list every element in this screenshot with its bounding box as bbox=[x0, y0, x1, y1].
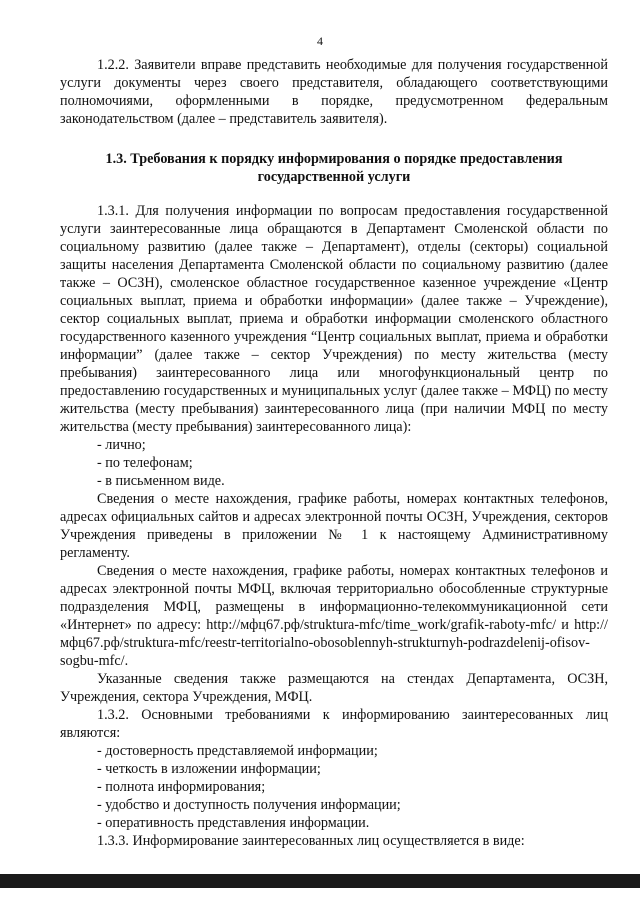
paragraph-1-3-3: 1.3.3. Информирование заинтересованных лиц осуществляется в виде: bbox=[97, 833, 525, 849]
paragraph-offices-info: Сведения о месте нахождения, графике работы, номерах контактных телефонов, адресах официальных сайтов и адресах электронной почты ОСЗН, Учреждения, секторов Учреждения приведены в приложении № 1 к настоящему Административному регламенту. bbox=[60, 491, 608, 561]
paragraph-stands: Указанные сведения также размещаются на стендах Департамента, ОСЗН, Учреждения, сектора Учреждения, МФЦ. bbox=[60, 671, 608, 705]
paragraph-mfc-info: Сведения о месте нахождения, графике работы, номерах контактных телефонов и адресах электронной почты МФЦ, включая территориально обособленные структурные подразделения МФЦ, размещены в информационно-телекоммуникационной сети «Интернет» по адресу: http://мфц67.рф/struktura-mfc/time_work/grafik-raboty-mfc/ и http://мфц67.рф/struktura-mfc/reestr-territorialno-obosoblennyh-strukturnyh-podrazdelenij-ofisov-sogbu-mfc/. bbox=[60, 563, 608, 669]
section-heading-1-3: 1.3. Требования к порядку информирования о порядке предоставления государственной услуги bbox=[105, 151, 563, 185]
requirement-item: - четкость в изложении информации; bbox=[97, 761, 321, 777]
requirement-item: - достоверность представляемой информации; bbox=[97, 743, 378, 759]
requirement-item: - полнота информирования; bbox=[97, 779, 266, 795]
contact-method-item: - по телефонам; bbox=[97, 455, 193, 471]
document-body bbox=[60, 56, 608, 850]
requirement-item: - удобство и доступность получения информации; bbox=[97, 797, 401, 813]
scan-bottom-border bbox=[0, 874, 640, 888]
page-number: 4 bbox=[317, 34, 323, 48]
requirement-item: - оперативность представления информации. bbox=[97, 815, 370, 831]
contact-method-item: - лично; bbox=[97, 437, 146, 453]
paragraph-1-3-1: 1.3.1. Для получения информации по вопросам предоставления государственной услуги заинтересованные лица обращаются в Департамент Смоленской области по социальному развитию (далее также – Департамент), отделы (секторы) социальной защиты населения Департамента Смоленской области по социальному развитию (далее также – ОСЗН), смоленское областное государственное казенное учреждение «Центр социальных выплат, приема и обработки информации» (далее также – Учреждение), сектор социальных выплат, приема и обработки информации смоленского областного государственного казенного учреждения “Центр социальных выплат, приема и обработки информации” (далее также – сектор Учреждения) по месту жительства (месту пребывания) заинтересованного лица или многофункциональный центр по предоставлению государственных и муниципальных услуг (далее также – МФЦ) по месту жительства (месту пребывания) заинтересованного лица (при наличии МФЦ по месту жительства (месту пребывания) заинтересованного лица): bbox=[60, 203, 608, 435]
contact-method-item: - в письменном виде. bbox=[97, 473, 225, 489]
paragraph-1-3-2: 1.3.2. Основными требованиями к информированию заинтересованных лиц являются: bbox=[60, 707, 608, 741]
paragraph-1-2-2: 1.2.2. Заявители вправе представить необходимые для получения государственной услуги документы через своего представителя, обладающего соответствующими полномочиями, оформленными в порядке, предусмотренном федеральным законодательством (далее – представитель заявителя). bbox=[60, 57, 608, 127]
